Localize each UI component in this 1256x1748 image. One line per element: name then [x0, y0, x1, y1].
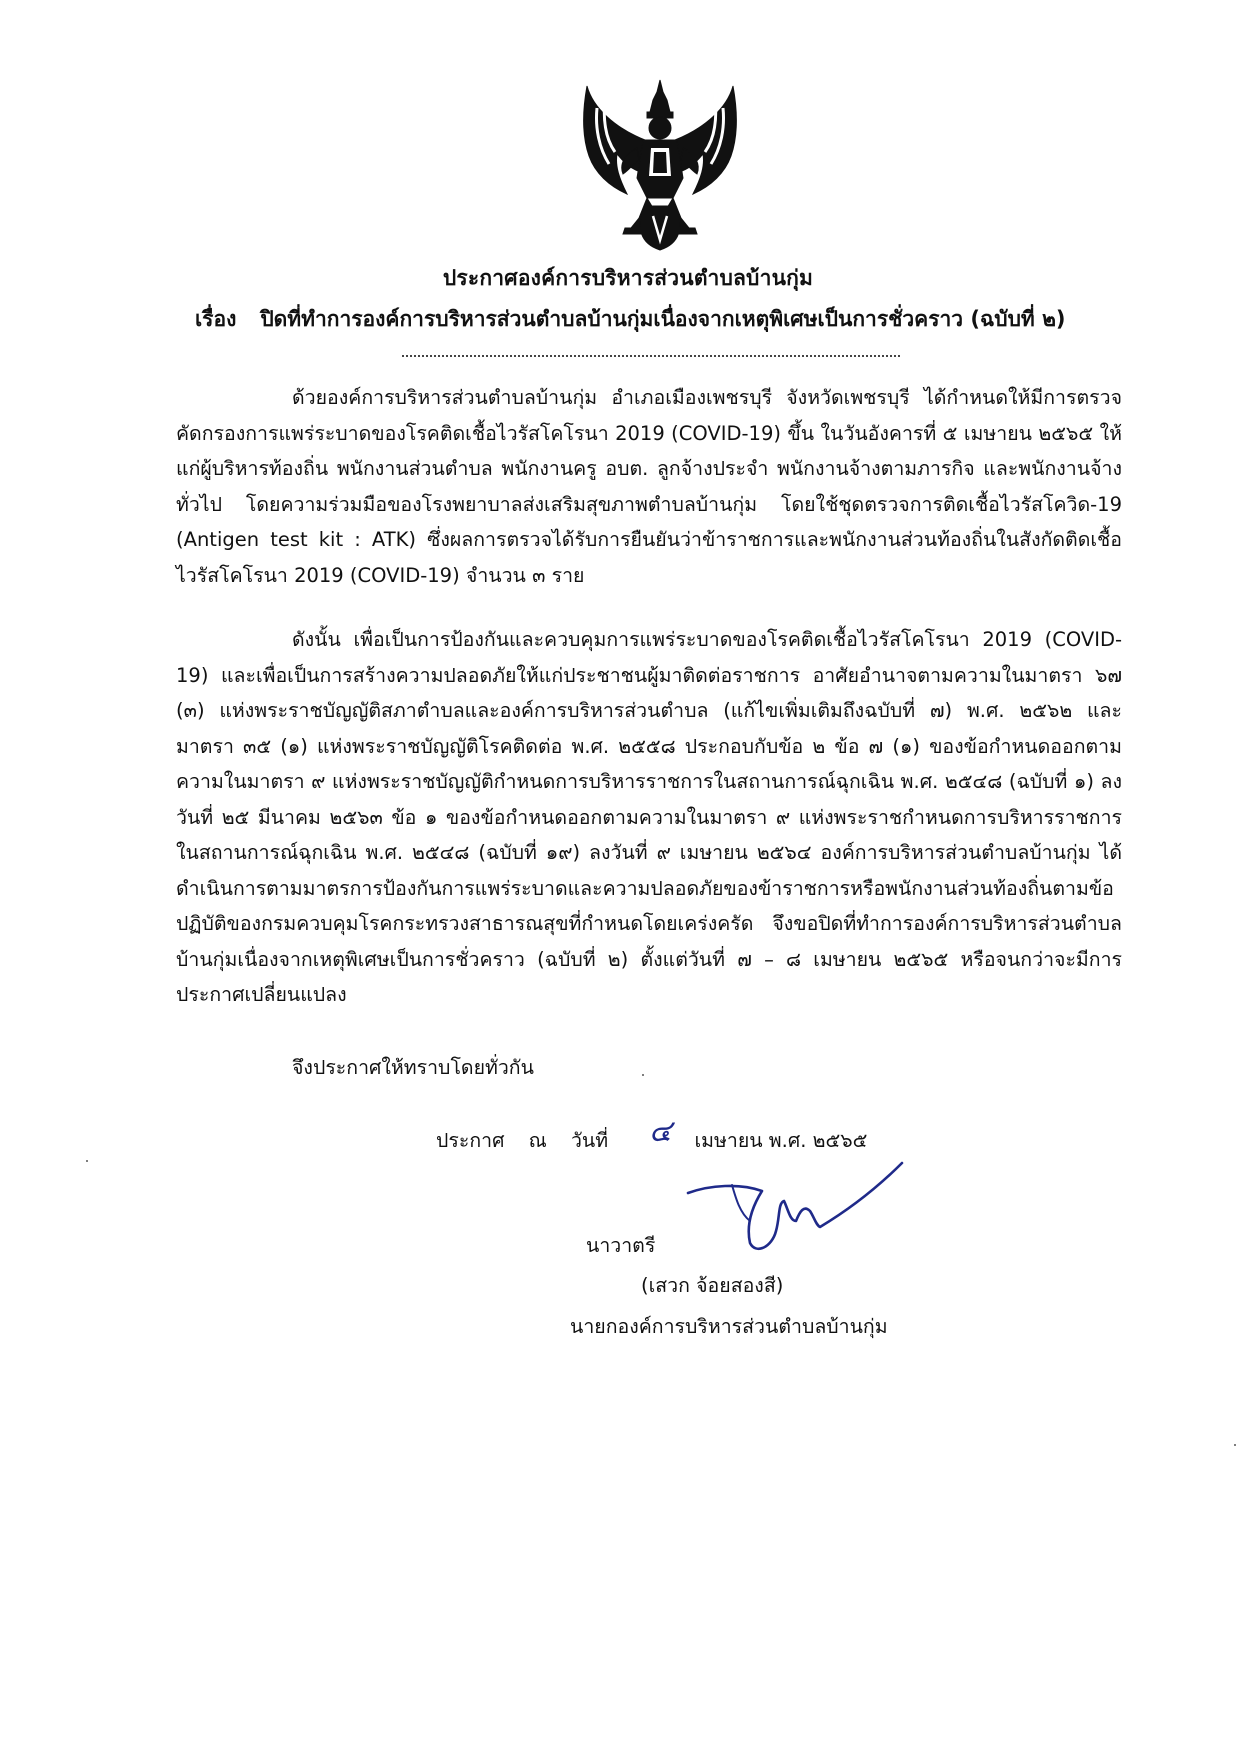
date-announce-label: ประกาศ — [436, 1129, 505, 1152]
date-month-year: เมษายน พ.ศ. ๒๕๖๕ — [694, 1129, 868, 1152]
signer-name: (เสวก จ้อยสองสี) — [641, 1274, 784, 1297]
announcement-date — [436, 1114, 867, 1161]
garuda-emblem-icon — [575, 78, 745, 253]
dotted-divider — [402, 355, 900, 357]
scan-speck — [642, 1074, 644, 1076]
date-day-label: วันที่ — [570, 1129, 609, 1152]
date-at-label: ณ — [528, 1129, 547, 1152]
paragraph-2: ดังนั้น เพื่อเป็นการป้องกันและควบคุมการแพร่ระบาดของโรคติดเชื้อไวรัสโคโรนา 2019 (COVID-19) และเพื่อเป็นการสร้างความปลอดภัยให้แก่ประชาชนผู้มาติดต่อราชการ อาศัยอำนาจตามความในมาตรา ๖๗ (๓) แห่งพระราชบัญญัติสภาตำบลและองค์การบริหารส่วนตำบล (แก้ไขเพิ่มเติมถึงฉบับที่ ๗) พ.ศ. ๒๕๖๒ และมาตรา ๓๕ (๑) แห่งพระราชบัญญัติโรคติดต่อ พ.ศ. ๒๕๕๘ ประกอบกับข้อ ๒ ข้อ ๗ (๑) ของข้อกำหนดออกตามความในมาตรา ๙ แห่งพระราชบัญญัติกำหนดการบริหารราชการในสถานการณ์ฉุกเฉิน พ.ศ. ๒๕๔๘ (ฉบับที่ ๑) ลงวันที่ ๒๕ มีนาคม ๒๕๖๓ ข้อ ๑ ของข้อกำหนดออกตามความในมาตรา ๙ แห่งพระราชกำหนดการบริหารราชการในสถานการณ์ฉุกเฉิน พ.ศ. ๒๕๔๘ (ฉบับที่ ๑๙) ลงวันที่ ๙ เมษายน ๒๕๖๔ องค์การบริหารส่วนตำบลบ้านกุ่ม ได้ดำเนินการตามมาตรการป้องกันการแพร่ระบาดและความปลอดภัยของข้าราชการหรือพนักงานส่วนท้องถิ่นตามข้อปฏิบัติของกรมควบคุมโรคกระทรวงสาธารณสุขที่กำหนดโดยเคร่งครัด จึงขอปิดที่ทำการองค์การบริหารส่วนตำบลบ้านกุ่มเนื่องจากเหตุพิเศษเป็นการชั่วคราว (ฉบับที่ ๒) ตั้งแต่วันที่ ๗ – ๘ เมษายน ๒๕๖๕ หรือจนกว่าจะมีการประกาศเปลี่ยนแปลง — [176, 628, 1122, 1006]
closing-statement: จึงประกาศให้ทราบโดยทั่วกัน — [292, 1056, 534, 1079]
paragraph-1: ด้วยองค์การบริหารส่วนตำบลบ้านกุ่ม อำเภอเมืองเพชรบุรี จังหวัดเพชรบุรี ได้กำหนดให้มีการตรวจคัดกรองการแพร่ระบาดของโรคติดเชื้อไวรัสโคโรนา 2019 (COVID-19) ขึ้น ในวันอังคารที่ ๕ เมษายน ๒๕๖๕ ให้แก่ผู้บริหารท้องถิ่น พนักงานส่วนตำบล พนักงานครู อบต. ลูกจ้างประจำ พนักงานจ้างตามภารกิจ และพนักงานจ้างทั่วไป โดยความร่วมมือของโรงพยาบาลส่งเสริมสุขภาพตำบลบ้านกุ่ม โดยใช้ชุดตรวจการติดเชื้อไวรัสโควิด-19 (Antigen test kit : ATK) ซึ่งผลการตรวจได้รับการยืนยันว่าข้าราชการและพนักงานส่วนท้องถิ่นในสังกัดติดเชื้อไวรัสโคโรนา 2019 (COVID-19) จำนวน ๓ ราย — [176, 386, 1122, 587]
signer-position: นายกองค์การบริหารส่วนตำบลบ้านกุ่ม — [570, 1315, 888, 1338]
subject-label: เรื่อง — [195, 307, 237, 331]
handwritten-signature — [680, 1155, 910, 1255]
scan-speck — [86, 1160, 88, 1162]
subject-text: ปิดที่ทำการองค์การบริหารส่วนตำบลบ้านกุ่มเนื่องจากเหตุพิเศษเป็นการชั่วคราว (ฉบับที่ ๒) — [260, 307, 1066, 331]
signer-rank: นาวาตรี — [586, 1234, 656, 1257]
scan-speck — [1234, 1444, 1236, 1446]
date-day-handwritten: ๔ — [648, 1114, 672, 1149]
document-subject — [195, 303, 1145, 336]
document-title: ประกาศองค์การบริหารส่วนตำบลบ้านกุ่ม — [442, 266, 814, 290]
